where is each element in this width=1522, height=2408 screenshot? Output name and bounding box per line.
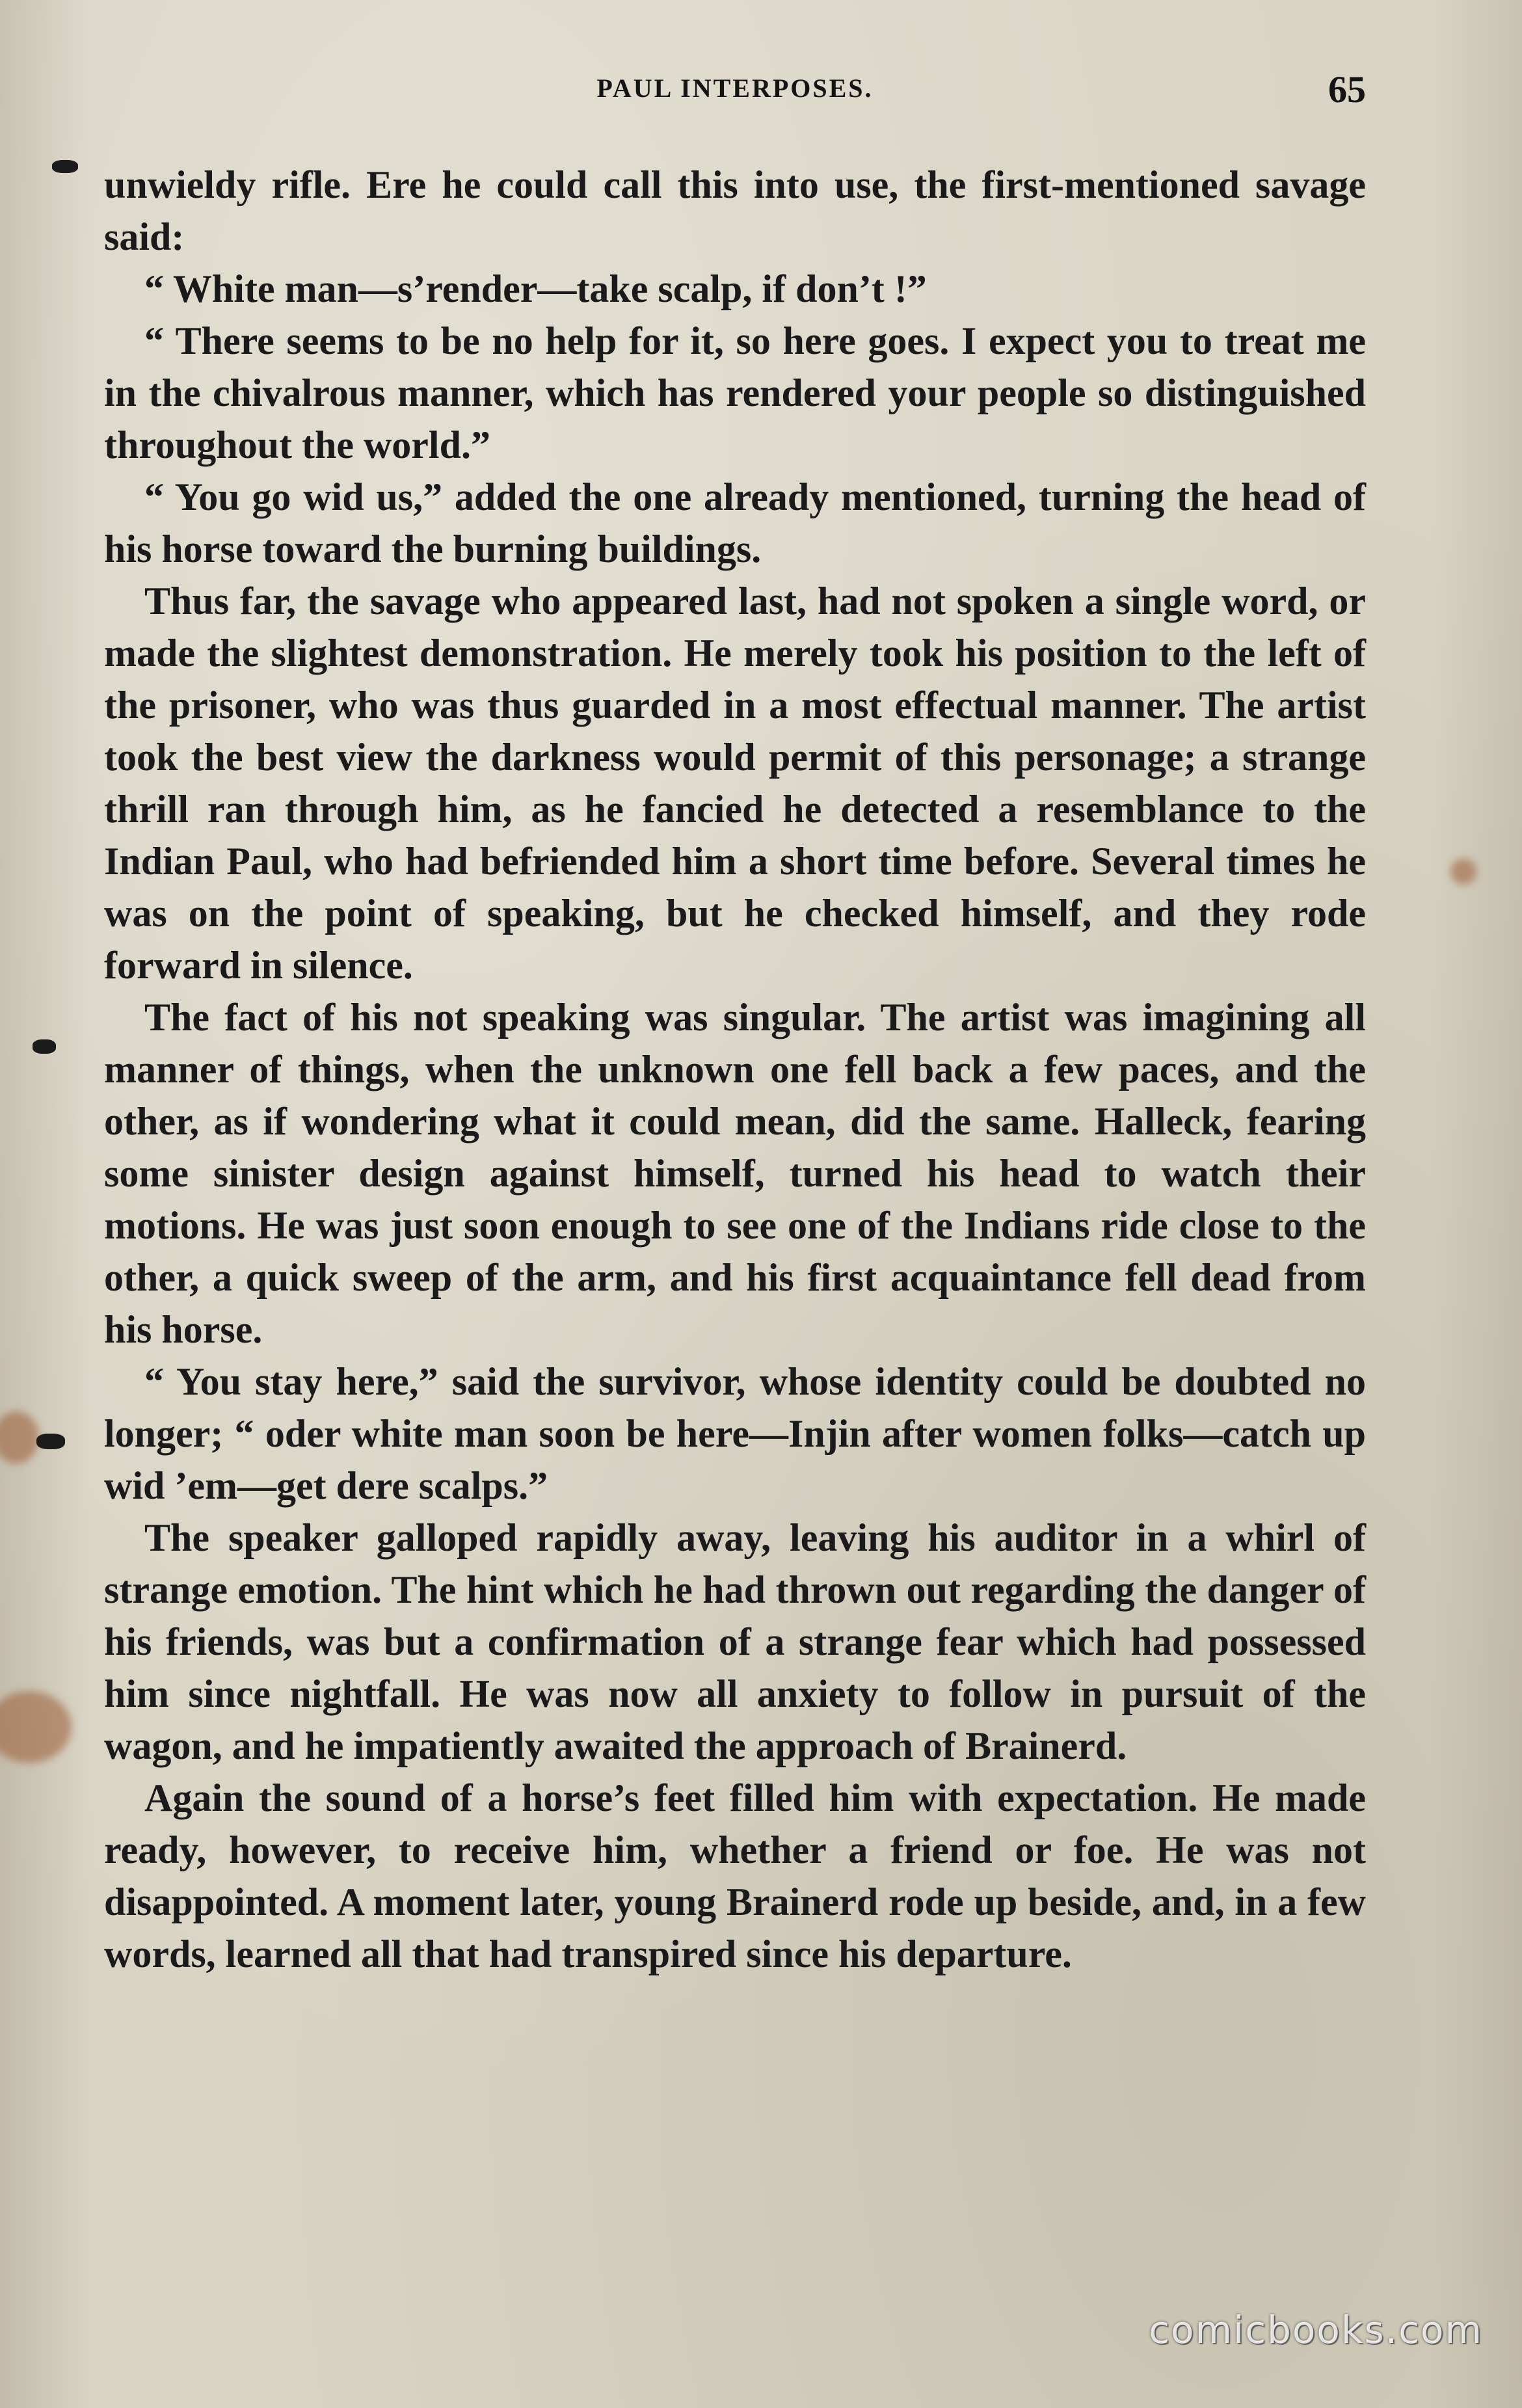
page-number: 65 xyxy=(1328,68,1366,111)
paragraph-9: Again the sound of a horse’s feet filled him with expectation. He made ready, however, to receive him, whether a friend or foe. He was not disappointed. A moment later, young Brainerd rode up beside, and, in a few words, learned all that had transpired since his departure. xyxy=(104,1776,1366,1975)
running-header xyxy=(104,68,1366,120)
margin-mark xyxy=(33,1039,56,1054)
paper-stain xyxy=(0,1411,39,1464)
watermark: comicbooks.com xyxy=(1149,2308,1483,2352)
paragraph-1: unwieldy rifle. Ere he could call this into use, the first-mentioned savage said: xyxy=(104,163,1366,258)
paper-stain xyxy=(0,1691,72,1763)
paragraph-2: “ White man—s’render—take scalp, if don’t !” xyxy=(144,267,927,310)
margin-mark xyxy=(52,160,78,173)
paragraph-8: The speaker galloped rapidly away, leaving his auditor in a whirl of strange emotion. The hint which he had thrown out regarding the danger of his friends, was but a confirmation of a strange fear which had possessed him since nightfall. He was now all anxiety to follow in pursuit of the wagon, and he impatiently awaited the approach of Brainerd. xyxy=(104,1516,1366,1767)
running-title: PAUL INTERPOSES. xyxy=(596,74,874,103)
paragraph-3: “ There seems to be no help for it, so here goes. I expect you to treat me in the chivalrous manner, which has rendered your people so distinguished throughout the world.” xyxy=(104,319,1366,466)
paragraph-5: Thus far, the savage who appeared last, had not spoken a single word, or made the slightest demonstration. He merely took his position to the left of the prisoner, who was thus guarded in a most effectual manner. The artist took the best view the darkness would permit of this personage; a strange thrill ran through him, as he fancied he detected a resemblance to the Indian Paul, who had befriended him a short time before. Several times he was on the point of speaking, but he checked himself, and they rode forward in silence. xyxy=(104,580,1366,987)
paragraph-7: “ You stay here,” said the survivor, whose identity could be doubted no longer; “ oder white man soon be here—Injin after women folks—catch up wid ’em—get dere scalps.” xyxy=(104,1360,1366,1507)
paragraph-6: The fact of his not speaking was singular. The artist was imagining all manner of things, when the unknown one fell back a few paces, and the other, as if wondering what it could mean, did the same. Halleck, fearing some sinister design against himself, turned his head to watch their motions. He was just soon enough to see one of the Indians ride close to the other, a quick sweep of the arm, and his first acquaintance fell dead from his horse. xyxy=(104,996,1366,1351)
paper-stain xyxy=(1450,859,1476,885)
margin-mark xyxy=(36,1434,65,1449)
body-text xyxy=(104,159,1366,1980)
paragraph-4: “ You go wid us,” added the one already mentioned, turning the head of his horse toward the burning buildings. xyxy=(104,475,1366,570)
